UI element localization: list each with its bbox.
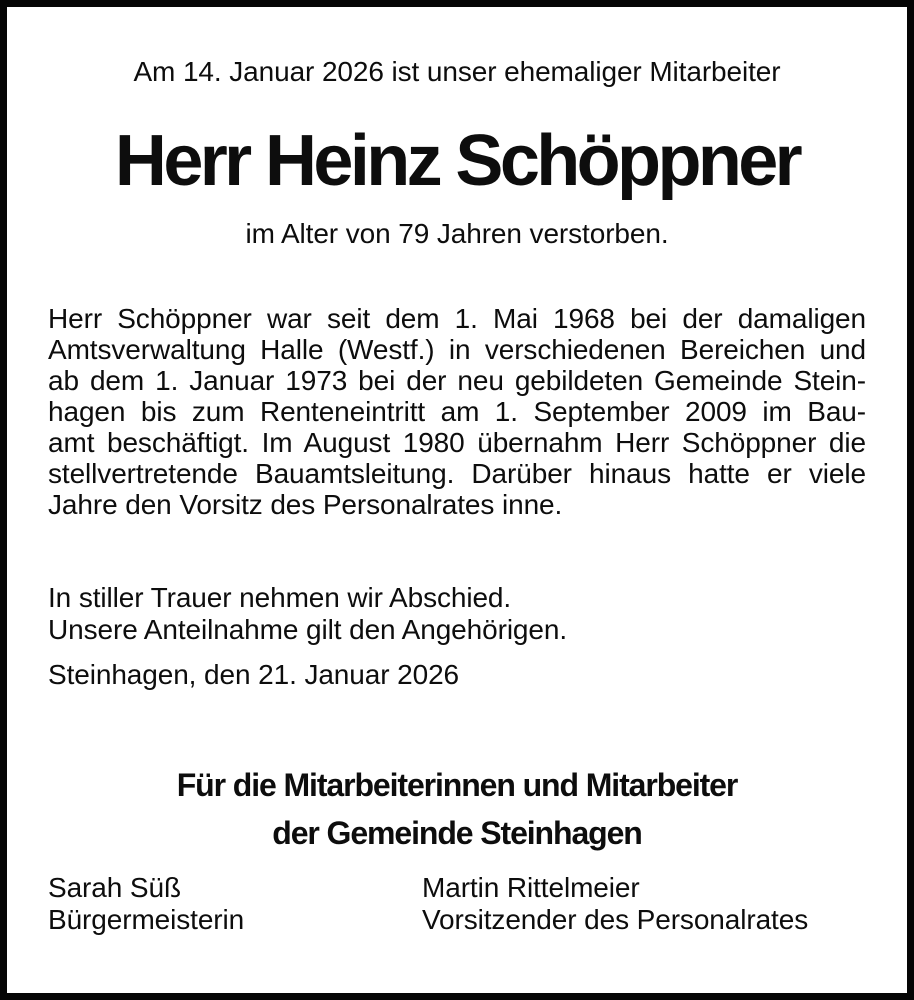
age-line: im Alter von 79 Jahren verstorben. xyxy=(245,218,669,249)
biography-line: amt beschäftigt. Im August 1980 übernahm Herr Schöppner die xyxy=(48,427,866,458)
on-behalf-line: der Gemeinde Steinhagen xyxy=(272,815,642,851)
intro-line: Am 14. Januar 2026 ist unser ehemaliger Mitarbeiter xyxy=(133,56,781,87)
biography-line: Herr Schöppner war seit dem 1. Mai 1968 bei der damaligen xyxy=(48,303,866,334)
biography-line: ab dem 1. Januar 1973 bei der neu gebildeten Gemeinde Stein- xyxy=(48,365,866,396)
biography-line: stellvertretende Bauamtsleitung. Darüber hinaus hatte er viele xyxy=(48,458,866,489)
signatory-name: Martin Rittelmeier xyxy=(422,872,640,903)
biography-line: Jahre den Vorsitz des Personalrates inne. xyxy=(48,489,563,520)
biography-line: Amtsverwaltung Halle (Westf.) in verschiedenen Bereichen und xyxy=(48,334,866,365)
signatory-role: Vorsitzender des Personalrates xyxy=(422,904,809,935)
signatory-role: Bürgermeisterin xyxy=(48,904,245,935)
place-date-line: Steinhagen, den 21. Januar 2026 xyxy=(48,659,460,690)
biography-line: hagen bis zum Renteneintritt am 1. September 2009 im Bau- xyxy=(48,396,866,427)
mourning-line: Unsere Anteilnahme gilt den Angehörigen. xyxy=(48,614,568,645)
signatory-name: Sarah Süß xyxy=(48,872,181,903)
on-behalf-line: Für die Mitarbeiterinnen und Mitarbeiter xyxy=(176,767,738,803)
deceased-name-heading: Herr Heinz Schöppner xyxy=(114,121,800,201)
mourning-line: In stiller Trauer nehmen wir Abschied. xyxy=(48,582,512,613)
